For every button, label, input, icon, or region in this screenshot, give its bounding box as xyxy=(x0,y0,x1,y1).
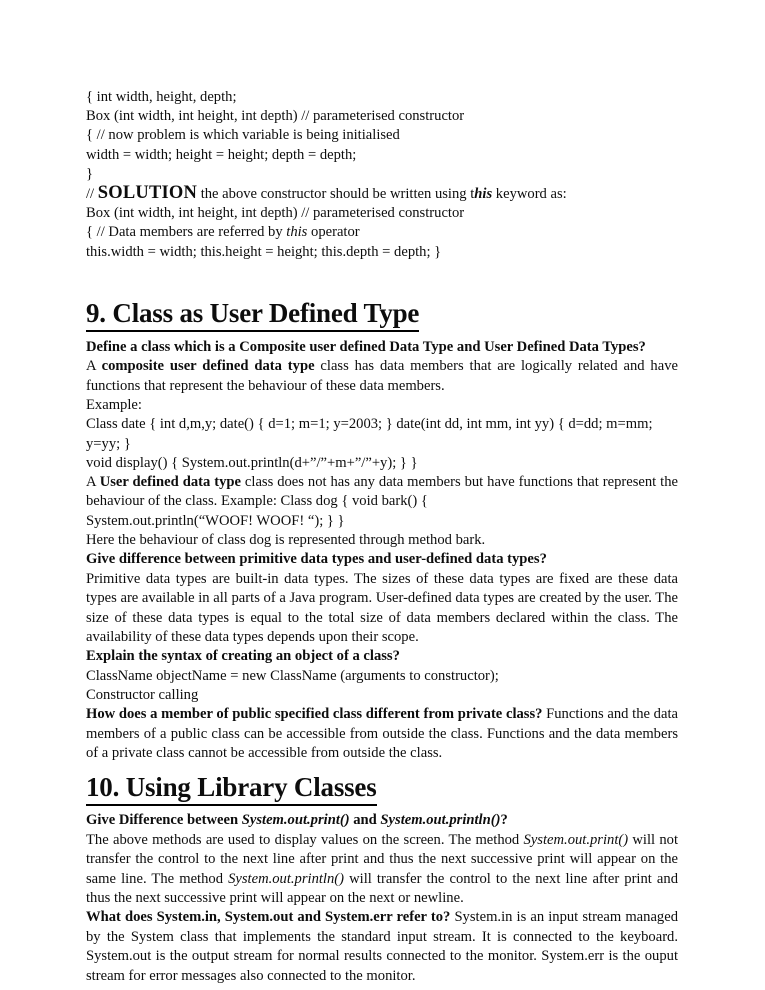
answer-text: System.in is an input stream managed by the System class that implements the standard input stream. It is connected to the keyboard. System.out is the output stream for normal results connected to the monitor. System.err is the ouput stream for error messages also connected to the monitor. xyxy=(86,909,679,984)
answer-rest: class does not has any data members but have functions that represent the behaviour of the class. Example: Class dog { void bark() { xyxy=(86,474,678,510)
question-text: Explain the syntax of creating an object of a class? xyxy=(86,648,400,665)
code-line: { int width, height, depth; xyxy=(86,89,237,105)
question-suffix: ? xyxy=(500,812,508,829)
question-middle: and xyxy=(349,812,381,829)
solution-line xyxy=(86,184,678,204)
question-system-streams xyxy=(86,908,678,986)
display-method-line: void display() { System.out.println(d+”/”+m+”/”+y); } } xyxy=(86,454,418,471)
solution-middle: the above constructor should be written using t xyxy=(197,186,475,203)
question-text: What does System.in, System.out and System.err refer to? xyxy=(86,909,451,926)
code-line: this.width = width; this.height = height; this.depth = depth; } xyxy=(86,243,442,260)
section-heading-10: 10. Using Library Classes xyxy=(86,772,377,806)
code-line: { // now problem is which variable is being initialised xyxy=(86,127,400,144)
dog-class-code-line: System.out.println(“WOOF! WOOF! “); } } xyxy=(86,512,345,529)
dog-class-note: Here the behaviour of class dog is represented through method bark. xyxy=(86,532,486,549)
this-operator-emphasis: this xyxy=(286,224,308,241)
answer-text: Functions and the data members of a public class can be accessible from outside the class. Functions and the data members of a private class cannot be accessible from outside the class. xyxy=(86,706,678,761)
composite-type-term: composite user defined data type xyxy=(101,358,315,375)
question-print-vs-println xyxy=(86,811,678,830)
data-members-line xyxy=(86,223,678,242)
constructor-calling-line: Constructor calling xyxy=(86,686,199,703)
code-line: width = width; height = height; depth = depth; xyxy=(86,146,357,163)
question-primitive-vs-userdefined xyxy=(86,550,678,569)
code-line: } xyxy=(86,165,94,182)
answer-user-defined-type xyxy=(86,473,678,512)
data-members-prefix: { // Data members are referred by xyxy=(86,224,287,241)
date-class-code-line: Class date { int d,m,y; date() { d=1; m=1; y=2003; } date(int dd, int mm, int yy) { d=dd; m=mm; xyxy=(86,416,653,433)
answer-part-3: will transfer the control to the next line after print and thus the next successive print will appear on the next or newline. xyxy=(86,870,678,906)
solution-keyword: SOLUTION xyxy=(97,183,198,204)
section-9-heading-wrap xyxy=(86,298,678,332)
question-object-syntax xyxy=(86,647,678,666)
print-method-name: System.out.print() xyxy=(241,812,350,829)
code-block-top xyxy=(86,88,678,262)
answer-print-vs-println xyxy=(86,831,678,909)
example-label: Example: xyxy=(86,397,142,414)
solution-suffix: keyword as: xyxy=(492,186,567,203)
code-line: Box (int width, int height, int depth) // parameterised constructor xyxy=(86,108,465,125)
answer-composite-type xyxy=(86,357,678,396)
question-public-vs-private xyxy=(86,705,678,763)
answer-part-2: will not transfer the control to the next line after print and thus the next successive print will appear on the same line. The method xyxy=(86,831,679,887)
code-line: Box (int width, int height, int depth) // parameterised constructor xyxy=(86,205,465,222)
user-defined-type-term: User defined data type xyxy=(99,474,241,491)
date-class-code-line: y=yy; } xyxy=(86,435,131,452)
object-syntax-line: ClassName objectName = new ClassName (arguments to constructor); xyxy=(86,667,499,684)
print-method-name: System.out.print() xyxy=(523,831,629,848)
this-keyword-emphasis: his xyxy=(474,186,493,203)
answer-primitive-vs-userdefined: Primitive data types are built-in data types. The sizes of these data types are fixed are these data types are available in all parts of a Java program. User-defined data types are created by the user. The size of these data types is equal to the total size of data members declared within the class. The availability of these data types depends upon their scope. xyxy=(86,570,678,645)
println-method-name: System.out.println() xyxy=(380,812,501,829)
question-composite-type xyxy=(86,338,678,357)
println-method-name: System.out.println() xyxy=(228,870,345,887)
answer-rest: class has data members that are logically related and have functions that represent the behaviour of these data members. xyxy=(86,358,678,394)
section-heading-9: 9. Class as User Defined Type xyxy=(86,298,419,332)
data-members-suffix: operator xyxy=(307,224,360,241)
answer-part-1: The above methods are used to display values on the screen. The method xyxy=(86,831,524,848)
question-text: Define a class which is a Composite user defined Data Type and User Defined Data Types? xyxy=(86,338,646,355)
question-text: Give difference between primitive data types and user-defined data types? xyxy=(86,551,547,568)
answer-prefix: A xyxy=(86,358,102,375)
section-10-heading-wrap xyxy=(86,772,678,806)
question-prefix: Give Difference between xyxy=(86,812,242,829)
solution-prefix: // xyxy=(86,186,98,203)
question-text: How does a member of public specified class different from private class? xyxy=(86,706,543,723)
answer-prefix: A xyxy=(86,474,100,491)
page-content xyxy=(86,88,678,986)
